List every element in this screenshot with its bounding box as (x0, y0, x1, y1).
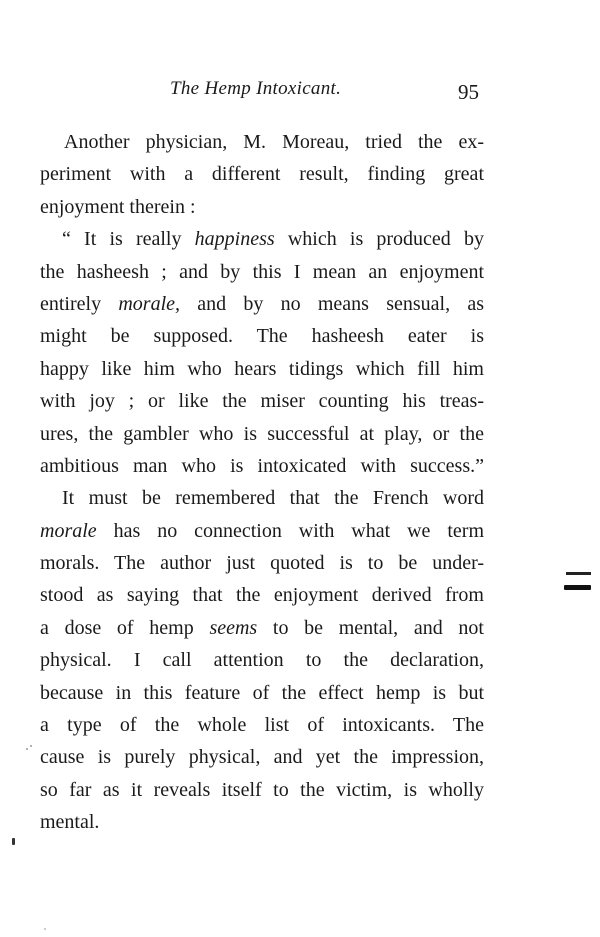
text-line (40, 515, 484, 547)
text-line: might be supposed. The hasheesh eater is (40, 325, 484, 348)
text-line: stood as saying that the enjoyment derived from (40, 584, 484, 607)
text-line (40, 288, 484, 320)
text-line: periment with a different result, finding great (40, 163, 484, 186)
text-line: happy like him who hears tidings which fill him (40, 357, 484, 380)
text-line (40, 612, 484, 644)
text-line: cause is purely physical, and yet the impression, (40, 746, 484, 769)
page-header (0, 78, 600, 108)
ink-speck (12, 838, 15, 845)
text-line: the hasheesh ; and by this I mean an enjoyment (40, 260, 484, 283)
text-line: a type of the whole list of intoxicants. The (40, 714, 484, 737)
italic-word: happiness (194, 228, 275, 251)
text-line: because in this feature of the effect hemp is but (40, 681, 484, 704)
text-fragment: has no connection with what we term (96, 519, 484, 542)
running-title: The Hemp Intoxicant. (170, 78, 342, 99)
text-fragment: and by no means sensual, as (180, 292, 484, 315)
text-line: so far as it reveals itself to the victim, is wholly (40, 778, 484, 801)
text-line: mental. (40, 811, 100, 834)
text-fragment: to be mental, and not (257, 616, 484, 639)
text-line: ambitious man who is intoxicated with success.” (40, 454, 484, 477)
text-line: with joy ; or like the miser counting his treas- (40, 390, 484, 413)
margin-mark (564, 585, 591, 590)
text-fragment: entirely (40, 292, 119, 315)
italic-word: moralе (40, 519, 97, 542)
text-line: Another physician, M. Moreau, tried the ex- (64, 131, 484, 153)
italic-word: morale, (118, 292, 181, 315)
text-fragment: “ It is really (62, 228, 195, 251)
text-line: morals. The author just quoted is to be under- (40, 552, 484, 575)
margin-mark (566, 572, 591, 575)
text-line: enjoyment therein : (40, 195, 196, 218)
text-line: ures, the gambler who is successful at play, or the (40, 422, 484, 445)
page-number: 95 (458, 80, 479, 104)
ink-speck (30, 745, 32, 747)
text-fragment: a dose of hemp (40, 616, 210, 639)
italic-word: seems (209, 616, 258, 639)
ink-speck (44, 928, 46, 930)
text-line: physical. I call attention to the declaration, (40, 649, 484, 672)
body-text (40, 126, 484, 839)
text-fragment: which is produced by (274, 228, 484, 251)
ink-speck (26, 748, 28, 750)
quote-line (40, 223, 484, 255)
text-line: It must be remembered that the French word (62, 487, 484, 510)
